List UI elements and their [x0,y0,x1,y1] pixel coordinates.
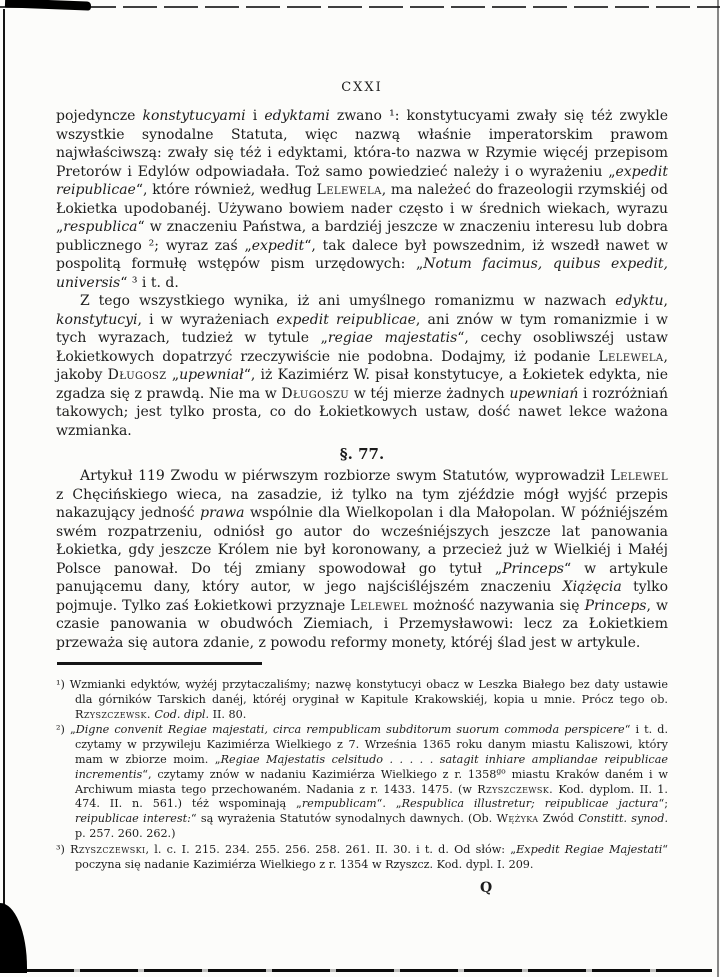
text-run: „ [166,367,180,383]
text-run: “ są wyrażenia Statutów synodalnych dawnych. (Ob. [190,812,497,826]
text-run: Długoszu [281,385,350,402]
paragraph [56,467,668,652]
text-run: Xiążęcia [562,579,622,595]
page-number: CXXI [341,80,383,95]
text-run: upewniał [179,367,244,383]
text-run: Rzyszczewsk. [477,782,554,796]
text-run: “, cechy osobliwszéj ustaw Łokietkowych dopatrzyć rzeczywiście nie podobna. Dodajmy, iż podanie [56,330,668,365]
text-run: Notum facimus, quibus expedit, universis [56,256,668,291]
body-blocks [56,107,668,652]
text-run: wspólnie dla Wielkopolan i dla Małopolan. W późniéjszém swém rozpatrzeniu, odniósł go autor do wcześniéjszych jeszcze lat panowania Łokietka, gdy jeszcze Królem nie był koronowany, a przecież już w Wielkiéj i Małéj Polsce panował. Do téj zmiany spowodował go tytuł „ [56,505,668,577]
footnote [56,678,668,722]
paragraph [56,292,668,440]
text-run: „ [69,723,76,737]
footnotes [56,678,668,872]
paragraph [56,107,668,292]
text-run: pojedyncze [56,108,143,124]
text-run: w téj mierze żadnych [349,385,510,402]
text-run: Rzyszczewski [70,842,146,856]
text-run: “. „ [376,797,402,811]
scan-artifact-top-left [5,0,91,11]
text-run: regiae majestatis [327,330,458,346]
text-run: i rozróżniań takowych; jest tylko prosta, co do Łokietkowych ustaw, dość nawet lekce ważona wzmianka. [56,385,668,439]
text-run: respublica [63,219,138,235]
text-run: reipublicae interest: [75,812,191,826]
text-run: , w czasie panowania w obudwóch Ziemiach, i Przemysławowi: lecz za Łokietkiem przeważa się autora zdanie, z powodu reformy monety, któréj ślad jest w artykule. [56,597,668,651]
text-run: Wzmianki edyktów, wyżéj przytaczaliśmy; nazwę konstytucyi obacz w Leszka Białego bez daty ustawie dla górników Tarskich danéj, któréj oryginał w Kapitule Krakowskiéj, kopia u mnie. Prócz tego ob. [69,678,669,706]
text-run: Długosz [107,367,167,383]
text-run: “ poczyna się nadanie Kazimiérza Wielkiego z r. 1354 w Rzyszcz. Kod. dypl. I. 209. [75,842,669,871]
text-run: Lelewela [598,348,664,365]
text-run: prawa [200,505,245,521]
footnote [56,843,668,873]
text-run: możność nazywania się [407,597,585,614]
text-run: , i w wyrażeniach [137,311,277,328]
text-run: Z tego wszystkiego wynika, iż ani umyślnego romanizmu w nazwach [80,293,616,309]
text-run: Expedit Regiae Majestati [516,842,663,856]
text-run: Princeps [584,597,647,614]
text-run: Respublica illustretur; reipublicae jactura [401,797,659,811]
text-run: expedit reipublicae [56,163,668,198]
scan-edge-top [0,6,720,8]
text-run: upewniań [509,385,579,402]
text-run: “, iż Kazimiérz W. pisał konstytucye, a Łokietek edykta, nie zgadza się z prawdą. Nie ma w [56,367,668,402]
text-run: “ w artykule panującemu dany, który autor, w jego najściśléjszém znaczeniu [56,560,668,595]
text-run: i [245,108,265,124]
text-run: edyktu [615,293,664,309]
scan-edge-bottom [16,969,712,972]
text-run: Lelewel [610,468,668,484]
text-run: Constitt. synod. [578,812,668,826]
text-run: konstytucyami [142,108,246,124]
text-run: konstytucyi [56,311,138,328]
scan-artifact-bottom-left [0,903,27,973]
text-run: , ani znów w tym romanizmie i w tych wyrazach, tudzież w tytule „ [56,311,668,346]
text-run: miastu Kraków daném i w Archiwum miasta tego przechowaném. Nadania z r. 1433. 1475. (w [75,767,668,796]
text-run: zwano ¹: konstytucyami zwały się téż zwykle wszystkie synodalne Statuta, więc nazwą właśnie imperatorskim prawom najwłaściwszą: zwały się téż i edyktami, która-to nazwa w Rzymie więcéj przepisom Pretorów i Edylów odpowiadała. Toż samo powiedzieć należy i o wyrażeniu „ [56,108,668,180]
text-run: “, które również, według [135,182,317,198]
text-run: expedit reipublicae [276,311,416,328]
footnote-marker: ²) [56,723,70,737]
text-run: II. 80. [209,707,247,721]
text-run: “; [658,797,668,811]
text-run: expedit [251,237,305,254]
text-run: Digne convenit Regiae majestati, circa rempublicam subditorum suorum commoda perspicere [75,723,625,737]
section-heading: §. 77. [339,445,385,463]
text-run: “, tak dalece był powszednim, iż wszedł nawet w pospolitą formułę wstępów pism urzędowych: „ [56,237,668,272]
text-run: z Chęcińskiego wieca, na zasadzie, iż tylko na tym zjéździe mógł wyjść przepis nakazujący jedność [56,486,668,521]
text-run: Artykuł 119 Zwodu w piérwszym rozbiorze swym Statutów, wyprowadził [80,468,611,484]
text-run: Kod. dyplom. II. 1. 474. II. n. 561.) téż wspominają „ [75,782,668,811]
scan-edge-right [717,0,719,977]
text-run: “ ³ i t. d. [120,274,179,291]
text-run: Wężyka [496,812,539,826]
text-run: Regiae Majestatis celsitudo . . . . . satagit inhiare ampliandae reipublicae incrementis [75,752,668,781]
text-run: , l. c. I. 215. 234. 255. 256. 258. 261. II. 30. i t. d. Od słów: „ [145,842,517,856]
text-run: rempublicam [301,797,377,811]
footnote-marker: ³) [56,842,71,856]
text-run: tylko pojmuje. Tylko zaś Łokietkowi przyznaje [56,579,669,614]
text-block [56,107,668,896]
text-run: Cod. dipl. [154,707,210,721]
text-run: Lelewel [350,597,408,614]
text-run: , ma należeć do frazeologii rzymskiéj od Łokietka upodobanéj. Używano bowiem nader często i w średnich wiekach, wyrazu „ [56,182,668,235]
text-run: Princeps [502,560,564,577]
footnote-rule [57,662,262,665]
text-run: “ i t. d. czytamy w przywileju Kazimiérza Wielkiego z 7. Września 1365 roku danym miastu Kaliszowi, który mam w zbiorze moim. „ [75,723,668,766]
signature-mark: Q [480,880,493,897]
text-run: , jakoby [56,348,668,383]
text-run: edyktami [264,108,330,124]
text-run: go [496,766,506,776]
text-run: Lelewela [316,182,382,198]
text-run: “, czytamy znów w nadaniu Kazimiérza Wielkiego z r. 1358 [142,767,497,781]
footnote [56,723,668,841]
text-run: p. 257. 260. 262.) [75,826,176,840]
text-run: Rzyszczewsk. [75,707,151,721]
text-run: , [663,293,668,309]
scan-edge-left [3,9,5,969]
text-run: “ w znaczeniu Państwa, a bardziéj jeszcze w znaczeniu interesu lub dobra publicznego ²; wyraz zaś „ [56,219,668,254]
footnote-marker: ¹) [56,678,70,691]
text-run: Zwód [538,812,579,826]
